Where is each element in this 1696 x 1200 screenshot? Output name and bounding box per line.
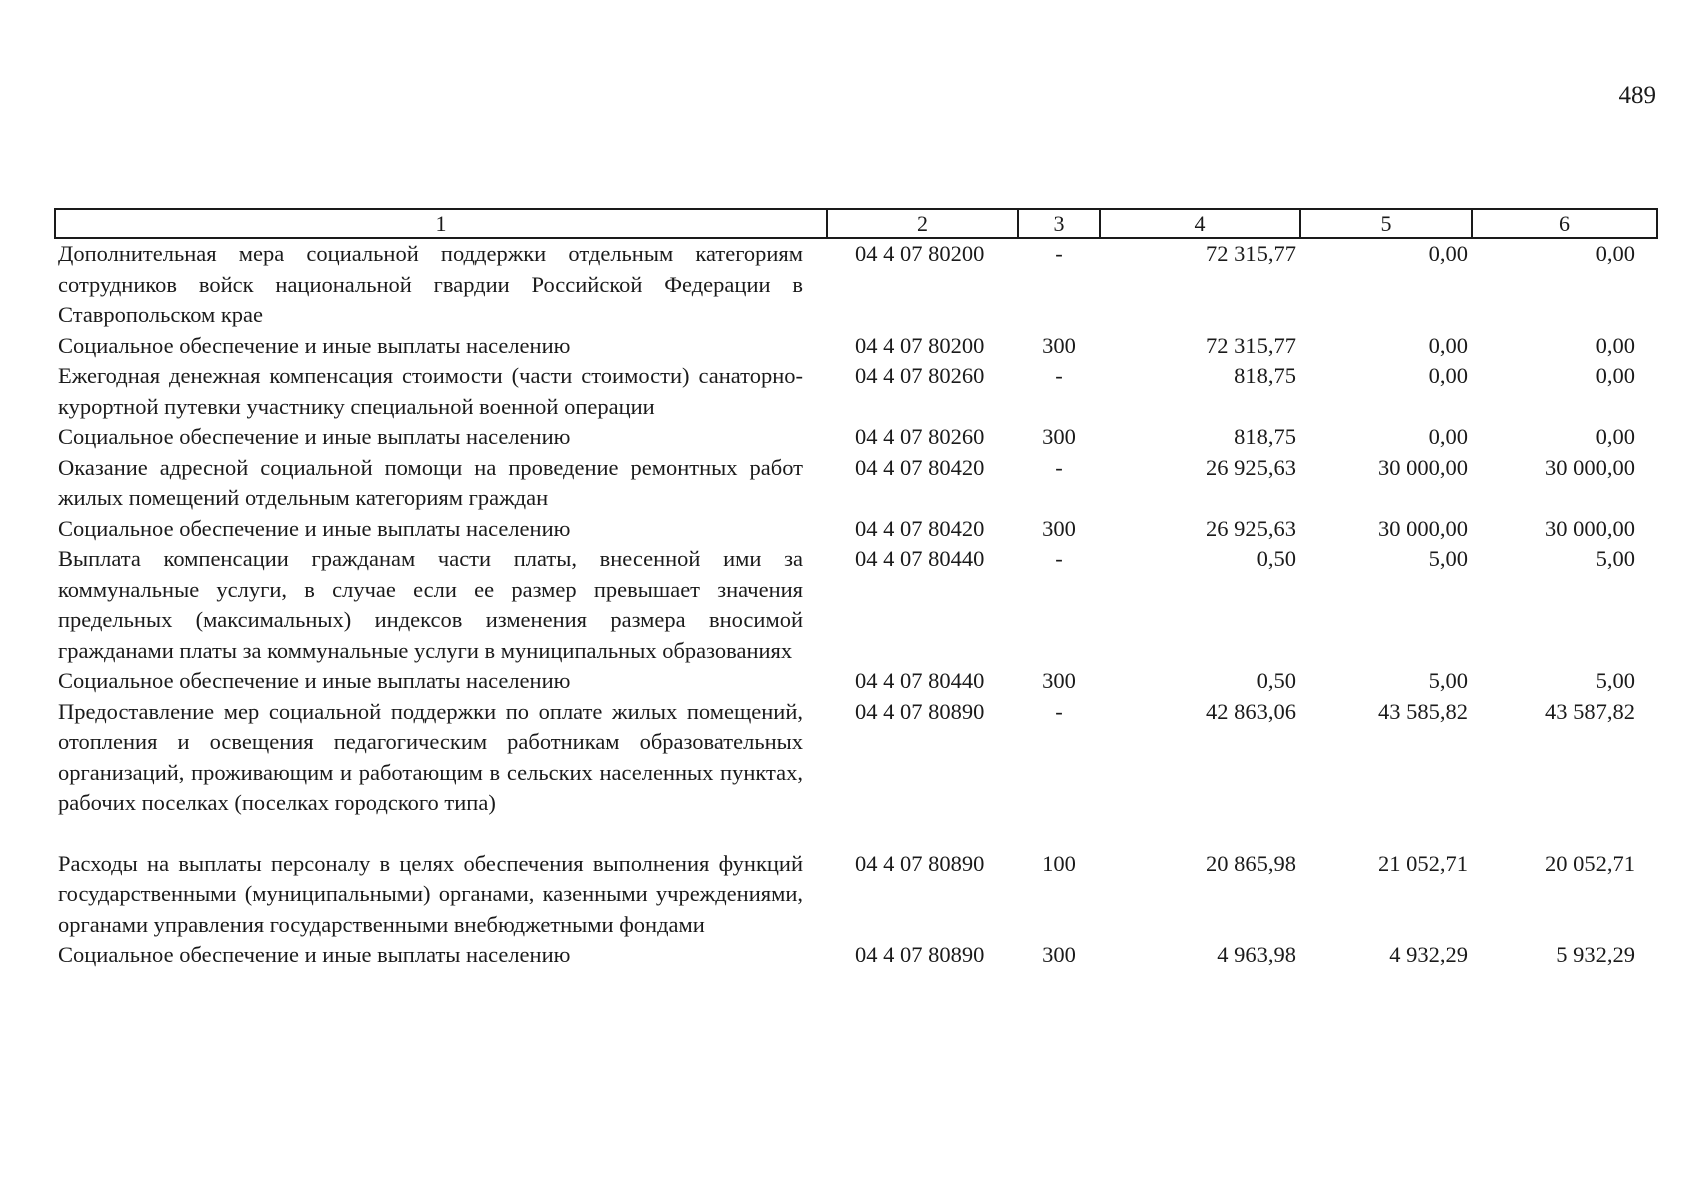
row-code: 04 4 07 80440 bbox=[855, 668, 985, 693]
row-value-4: 42 863,06 bbox=[1206, 698, 1296, 724]
row-value-4: 818,75 bbox=[1234, 424, 1296, 449]
row-name: Расходы на выплаты персоналу в целях обеспечения выполнения функций государственными (муниципальными) органами, казенными учреждениями, органами управления государственными внебюджетными фондами bbox=[58, 850, 803, 937]
row-name: Социальное обеспечение и иные выплаты населению bbox=[58, 668, 571, 693]
row-expense-type: - bbox=[1055, 546, 1063, 571]
table-row bbox=[55, 849, 1657, 941]
row-code: 04 4 07 80890 bbox=[855, 942, 985, 967]
table-row bbox=[55, 666, 1657, 697]
page-number: 489 bbox=[1618, 82, 1656, 109]
row-code: 04 4 07 80200 bbox=[855, 332, 985, 358]
row-value-6: 43 587,82 bbox=[1545, 698, 1635, 724]
row-name: Социальное обеспечение и иные выплаты населению bbox=[58, 332, 571, 358]
row-value-6: 0,00 bbox=[1595, 241, 1635, 266]
column-header-3: 3 bbox=[1018, 209, 1100, 238]
row-value-4: 0,50 bbox=[1256, 546, 1296, 571]
row-value-6: 5,00 bbox=[1595, 546, 1635, 571]
row-value-6: 30 000,00 bbox=[1545, 454, 1635, 480]
row-expense-type: 300 bbox=[1042, 424, 1076, 449]
row-name: Оказание адресной социальной помощи на проведение ремонтных работ жилых помещений отдельным категориям граждан bbox=[58, 454, 803, 510]
row-value-4: 72 315,77 bbox=[1206, 241, 1296, 266]
row-value-6: 30 000,00 bbox=[1545, 515, 1635, 541]
table-row bbox=[55, 697, 1657, 849]
row-value-6: 0,00 bbox=[1595, 424, 1635, 449]
row-name: Социальное обеспечение и иные выплаты населению bbox=[58, 942, 571, 967]
row-expense-type: 300 bbox=[1042, 332, 1076, 358]
table-row bbox=[55, 238, 1657, 331]
row-value-4: 72 315,77 bbox=[1206, 332, 1296, 358]
row-name: Социальное обеспечение и иные выплаты населению bbox=[58, 424, 571, 449]
table-row bbox=[55, 514, 1657, 545]
row-expense-type: 300 bbox=[1042, 942, 1076, 967]
row-expense-type: - bbox=[1055, 241, 1063, 266]
row-code: 04 4 07 80890 bbox=[855, 850, 985, 876]
row-value-5: 5,00 bbox=[1428, 546, 1468, 571]
row-expense-type: 100 bbox=[1042, 850, 1076, 876]
row-code: 04 4 07 80420 bbox=[855, 454, 985, 480]
row-expense-type: 300 bbox=[1042, 515, 1076, 541]
row-value-5: 0,00 bbox=[1428, 241, 1468, 266]
row-name: Ежегодная денежная компенсация стоимости (части стоимости) санаторно-курортной путевки участнику специальной военной операции bbox=[58, 363, 803, 419]
table-row bbox=[55, 940, 1657, 971]
table-body bbox=[55, 238, 1657, 971]
row-code: 04 4 07 80440 bbox=[855, 546, 985, 571]
row-value-4: 26 925,63 bbox=[1206, 454, 1296, 480]
table-row bbox=[55, 453, 1657, 514]
row-value-5: 4 932,29 bbox=[1389, 942, 1468, 967]
table-header bbox=[55, 209, 1657, 238]
row-name: Дополнительная мера социальной поддержки отдельным категориям сотрудников войск национальной гвардии Российской Федерации в Ставропольском крае bbox=[58, 241, 803, 327]
row-value-5: 43 585,82 bbox=[1378, 698, 1468, 724]
row-name: Выплата компенсации гражданам части платы, внесенной ими за коммунальные услуги, в случае если ее размер превышает значения предельных (максимальных) индексов изменения размера вносимой гражданами платы за коммунальные услуги в муниципальных образованиях bbox=[58, 546, 803, 663]
table-row bbox=[55, 422, 1657, 453]
row-expense-type: - bbox=[1055, 698, 1063, 724]
budget-table bbox=[54, 208, 1658, 971]
row-value-5: 0,00 bbox=[1428, 363, 1468, 388]
header-row bbox=[55, 209, 1657, 238]
column-header-5: 5 bbox=[1300, 209, 1472, 238]
row-name: Социальное обеспечение и иные выплаты населению bbox=[58, 515, 571, 541]
row-value-5: 30 000,00 bbox=[1378, 454, 1468, 480]
row-value-5: 30 000,00 bbox=[1378, 515, 1468, 541]
column-header-1: 1 bbox=[55, 209, 827, 238]
row-value-6: 0,00 bbox=[1595, 332, 1635, 358]
row-code: 04 4 07 80260 bbox=[855, 363, 985, 388]
row-value-4: 26 925,63 bbox=[1206, 515, 1296, 541]
row-code: 04 4 07 80200 bbox=[855, 241, 985, 266]
row-value-5: 5,00 bbox=[1428, 668, 1468, 693]
row-value-6: 0,00 bbox=[1595, 363, 1635, 388]
column-header-6: 6 bbox=[1472, 209, 1657, 238]
row-value-6: 20 052,71 bbox=[1545, 850, 1635, 876]
row-expense-type: - bbox=[1055, 454, 1063, 480]
table-row bbox=[55, 331, 1657, 362]
row-value-4: 4 963,98 bbox=[1217, 942, 1296, 967]
row-value-4: 0,50 bbox=[1256, 668, 1296, 693]
column-header-2: 2 bbox=[827, 209, 1018, 238]
row-value-6: 5,00 bbox=[1595, 668, 1635, 693]
row-value-5: 0,00 bbox=[1428, 424, 1468, 449]
row-value-5: 0,00 bbox=[1428, 332, 1468, 358]
row-expense-type: - bbox=[1055, 363, 1063, 388]
row-code: 04 4 07 80890 bbox=[855, 698, 985, 724]
row-value-4: 818,75 bbox=[1234, 363, 1296, 388]
column-header-4: 4 bbox=[1100, 209, 1300, 238]
row-name: Предоставление мер социальной поддержки по оплате жилых помещений, отопления и освещения педагогическим работникам образовательных организаций, проживающим и работающим в сельских населенных пунктах, рабочих поселках (поселках городского типа) bbox=[58, 698, 803, 815]
table-row bbox=[55, 544, 1657, 666]
row-value-4: 20 865,98 bbox=[1206, 850, 1296, 876]
row-code: 04 4 07 80260 bbox=[855, 424, 985, 449]
table-row bbox=[55, 361, 1657, 422]
row-code: 04 4 07 80420 bbox=[855, 515, 985, 541]
row-value-6: 5 932,29 bbox=[1556, 942, 1635, 967]
row-value-5: 21 052,71 bbox=[1378, 850, 1468, 876]
row-expense-type: 300 bbox=[1042, 668, 1076, 693]
